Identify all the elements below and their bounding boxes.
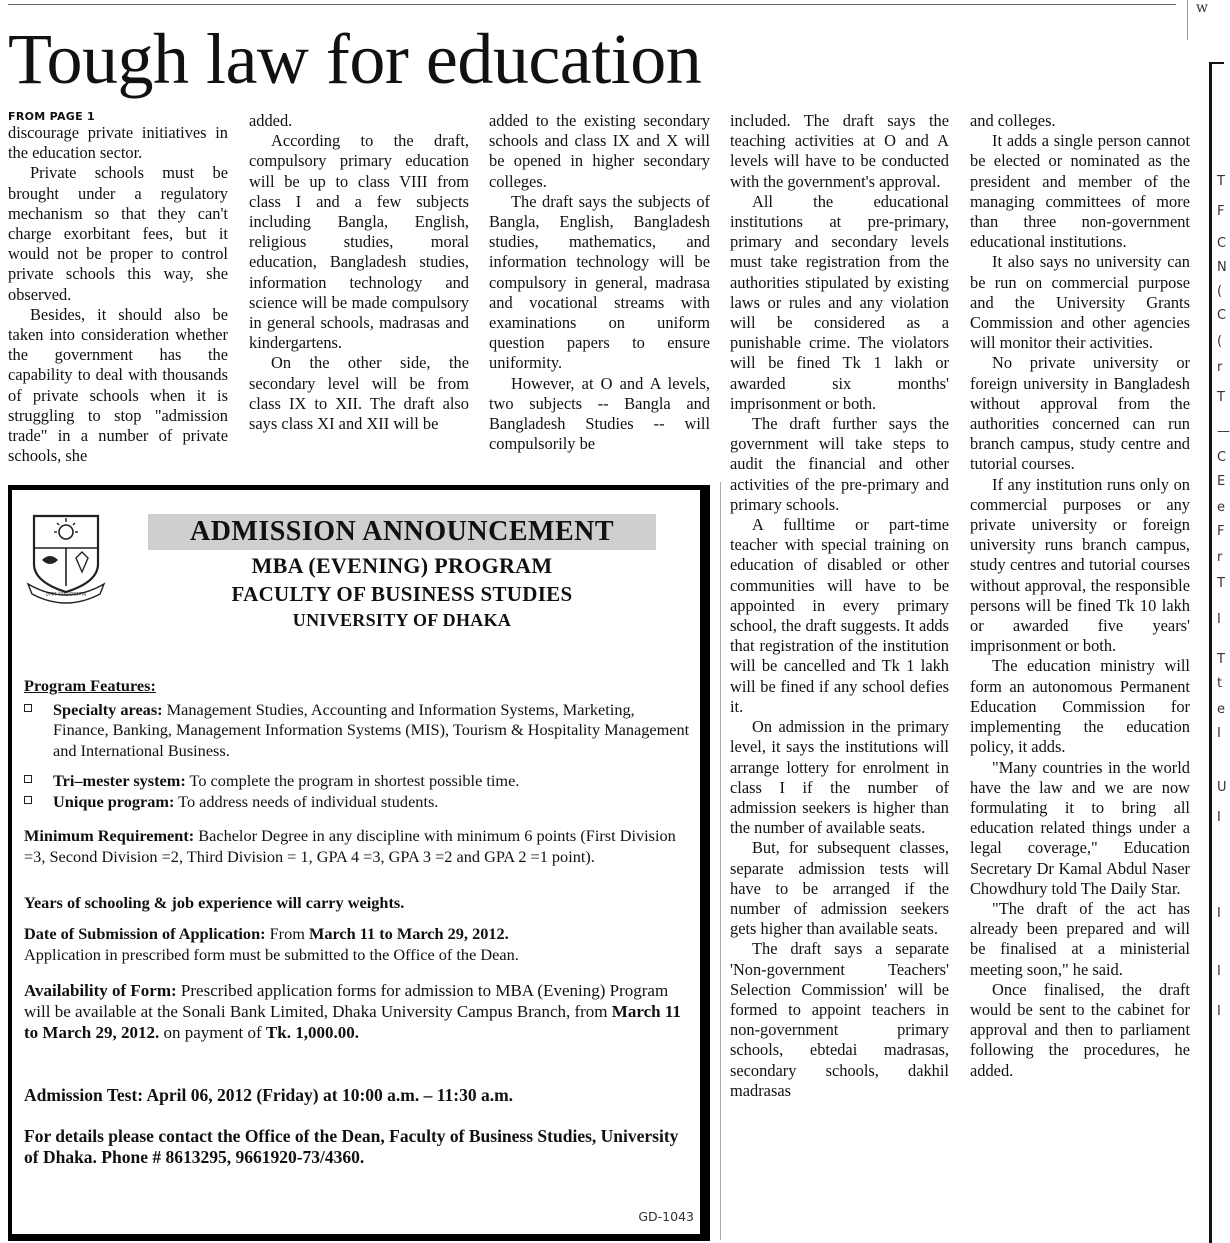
feature-text: Management Studies, Accounting and Information Systems, Marketing, Finance, Banking, Management Information Systems (MIS), Tourism & Hospitality Management and International Business. xyxy=(53,699,690,760)
adjacent-story-clipped xyxy=(1209,62,1230,1243)
paragraph: Once finalised, the draft would be sent to the cabinet for approval and then to parliament following the procedures, he added. xyxy=(970,979,1190,1080)
side-fragment: e xyxy=(1217,500,1225,515)
feature-item xyxy=(24,771,690,792)
from-page-label: FROM PAGE 1 xyxy=(8,110,96,123)
paragraph: But, for subsequent classes, separate admission tests will have to be arranged if the number of admission seekers gets higher than available seats. xyxy=(730,838,949,939)
feature-label: Tri–mester system: xyxy=(53,771,186,791)
paragraph: added to the existing secondary schools and class IX and X will be opened in higher secondary colleges. xyxy=(489,111,710,191)
program-features xyxy=(24,676,690,813)
article-column-1 xyxy=(8,110,228,466)
feature-text: To address needs of individual students. xyxy=(174,791,439,811)
form-availability xyxy=(24,981,690,1043)
side-fragment: r xyxy=(1217,550,1223,565)
side-fragment: F xyxy=(1217,524,1225,539)
submission-note: Application in prescribed form must be submitted to the Office of the Dean. xyxy=(24,944,519,964)
side-fragment: C xyxy=(1217,450,1227,465)
side-fragment: t xyxy=(1217,676,1223,691)
side-fragment: C xyxy=(1217,308,1227,323)
paragraph: The education ministry will form an autonomous Permanent Education Commission for implementing the education policy, it adds. xyxy=(970,656,1190,757)
side-fragment: T xyxy=(1217,390,1225,405)
minimum-requirement xyxy=(24,826,690,867)
submission-range: March 11 to March 29, 2012. xyxy=(308,924,509,943)
requirement-label: Minimum Requirement: xyxy=(24,826,195,845)
side-fragment: e xyxy=(1217,702,1225,717)
years-note xyxy=(24,893,690,914)
article-column-3 xyxy=(489,111,710,454)
paragraph: According to the draft, compulsory primary education will be up to class VIII from class I and a few subjects including Bangla, English, religious studies, moral education, Bangladesh studies, information technology and science will be made compulsory in general schools, madrasas and kindergartens. xyxy=(249,131,469,353)
side-fragment: ( xyxy=(1217,334,1223,349)
announcement-title: ADMISSION ANNOUNCEMENT xyxy=(148,514,656,550)
paragraph: On admission in the primary level, it says the institutions will arrange lottery for enrolment in class I if the number of admission seekers is higher than the number of available seats. xyxy=(730,717,949,838)
clipped-edge-text: w xyxy=(1196,0,1208,16)
paragraph: A fulltime or part-time teacher with special training on education of disabled or other communities will have to be appointed in every primary school, the draft suggests. It adds that registration of the institution will be cancelled and Tk 1 lakh will be fined if any school defies it. xyxy=(730,515,949,716)
university-name: UNIVERSITY OF DHAKA xyxy=(292,610,512,630)
column-divider xyxy=(720,482,721,1240)
side-fragment: T xyxy=(1217,576,1225,591)
paragraph: It also says no university can be run on commercial purpose and the University Grants Commission and other agencies will monitor their activities. xyxy=(970,252,1190,353)
paragraph: Private schools must be brought under a regulatory mechanism so that they can't charge exorbitant fees, but it would not be proper to control private schools this way, she observed. xyxy=(8,163,228,304)
side-fragment: r xyxy=(1217,360,1223,375)
submission-label: Date of Submission of Application: xyxy=(24,924,266,943)
submission-date xyxy=(24,924,690,965)
test-text: Admission Test: April 06, 2012 (Friday) at 10:00 a.m. – 11:30 a.m. xyxy=(24,1085,514,1105)
form-fee: Tk. 1,000.00. xyxy=(265,1022,359,1042)
side-fragment: N xyxy=(1217,260,1227,275)
feature-item xyxy=(24,792,690,813)
article-column-5 xyxy=(970,111,1190,1081)
program-name: MBA (EVENING) PROGRAM xyxy=(251,553,553,578)
checkbox-bullet-icon xyxy=(24,704,32,712)
availability-label: Availability of Form: xyxy=(24,981,177,1000)
side-fragment: I xyxy=(1217,726,1221,741)
paragraph: included. The draft says the teaching activities at O and A levels will have to be conducted with the government's approval. xyxy=(730,111,949,191)
side-fragment: U xyxy=(1217,780,1227,795)
feature-label: Unique program: xyxy=(53,791,175,811)
paragraph: discourage private initiatives in the education sector. xyxy=(8,123,228,163)
logo-text: ঢাকা বিশ্ববিদ্যালয় xyxy=(45,591,87,598)
paragraph: "Many countries in the world have the law and we are now formulating it to bring all education related things under a legal coverage," Education Secretary Dr Kamal Abdul Naser Chowdhury told The Daily Star. xyxy=(970,757,1190,898)
paragraph: However, at O and A levels, two subjects -- Bangla and Bangladesh Studies -- will compulsorily be xyxy=(489,373,710,454)
features-heading: Program Features: xyxy=(24,676,156,695)
top-rule xyxy=(8,4,1176,5)
paragraph: The draft says a separate 'Non-government Teachers' Selection Commission' will be formed to appoint teachers in non-government primary schools, ebtedai madrasas, secondary schools, dakhil madrasas xyxy=(730,939,949,1100)
feature-item xyxy=(24,700,690,762)
article-column-2 xyxy=(249,111,469,434)
paragraph: It adds a single person cannot be elected or nominated as the president and member of the managing committees of more than three non-government educational institutions. xyxy=(970,131,1190,252)
contact-text: For details please contact the Office of the Dean, Faculty of Business Studies, University of Dhaka. Phone # 8613295, 9661920-73/4360. xyxy=(24,1126,679,1167)
years-text: Years of schooling & job experience will carry weights. xyxy=(24,893,405,912)
paragraph: On the other side, the secondary level will be from class IX to XII. The draft also says class XI and XII will be xyxy=(249,353,469,434)
paragraph: No private university or foreign university in Bangladesh without approval from the authorities concerned can run branch campus, study centre and tutorial courses. xyxy=(970,353,1190,474)
admission-advertisement xyxy=(8,485,710,1241)
paragraph: "The draft of the act has already been prepared and will be finalised at a ministerial meeting soon," he said. xyxy=(970,898,1190,979)
side-fragment: I xyxy=(1217,906,1221,921)
paragraph: The draft further says the government will take steps to audit the financial and other activities of the pre-primary and primary schools. xyxy=(730,414,949,514)
faculty-name: FACULTY OF BUSINESS STUDIES xyxy=(231,582,573,606)
side-fragment: I xyxy=(1217,810,1221,825)
side-fragment: I xyxy=(1217,964,1221,979)
feature-label: Specialty areas: xyxy=(53,699,163,719)
requirement-text: Bachelor Degree in any discipline with minimum 6 points (First Division =3, Second Division =2, Third Division = 1, GPA 4 =3, GPA 3 =2 and GPA 2 =1 point). xyxy=(24,826,676,866)
ad-code: GD-1043 xyxy=(638,1209,694,1224)
paragraph: The draft says the subjects of Bangla, English, Bangladesh studies, mathematics, and information technology will be compulsory in general, madrasa and vocational streams with examinations on uniform question papers to ensure uniformity. xyxy=(489,191,710,373)
paragraph: All the educational institutions at pre-primary, primary and secondary levels must take registration from the authorities stipulated by existing laws or rules and any violation will be considered as a punishable crime. The violators will be fined Tk 1 lakh or awarded six months' imprisonment or both. xyxy=(730,191,949,413)
availability-dates: March 11 to March 29, 2012. xyxy=(24,1001,681,1042)
side-fragment: — xyxy=(1217,424,1230,439)
side-fragment: I xyxy=(1217,1004,1221,1019)
paragraph: and colleges. xyxy=(970,111,1056,130)
paragraph: added. xyxy=(249,111,293,130)
advertisement-body xyxy=(12,490,700,1234)
article-column-4 xyxy=(730,111,949,1101)
contact-details xyxy=(24,1126,690,1168)
feature-text: To complete the program in shortest possible time. xyxy=(185,771,520,791)
side-fragment: E xyxy=(1217,474,1226,489)
side-fragment: C xyxy=(1217,236,1227,251)
paragraph: Besides, it should also be taken into consideration whether the government has the capability to deal with thousands of private schools when it is struggling to stop "admission trade" in a number of private schools, she xyxy=(8,304,228,466)
availability-text: Prescribed application forms for admission to MBA (Evening) Program will be available at the Sonali Bank Limited, Dhaka University Campus Branch, from xyxy=(24,981,669,1021)
checkbox-bullet-icon xyxy=(24,796,32,804)
side-fragment: T xyxy=(1217,174,1225,189)
paragraph: If any institution runs only on commercial purposes or any private university or foreign university runs branch campus, study centres and tutorial courses without approval, the responsible persons will be fined Tk 10 lakh or awarded five years' imprisonment or both. xyxy=(970,474,1190,656)
submission-from: From xyxy=(265,924,309,943)
side-fragment: F xyxy=(1217,204,1225,219)
side-fragment: I xyxy=(1217,612,1221,627)
article-headline: Tough law for education xyxy=(8,19,702,99)
availability-payment: on payment of xyxy=(159,1022,266,1042)
column-divider xyxy=(1187,0,1188,40)
checkbox-bullet-icon xyxy=(24,775,32,783)
side-fragment: ( xyxy=(1217,284,1223,299)
side-fragment: T xyxy=(1217,652,1225,667)
admission-test xyxy=(24,1085,690,1106)
